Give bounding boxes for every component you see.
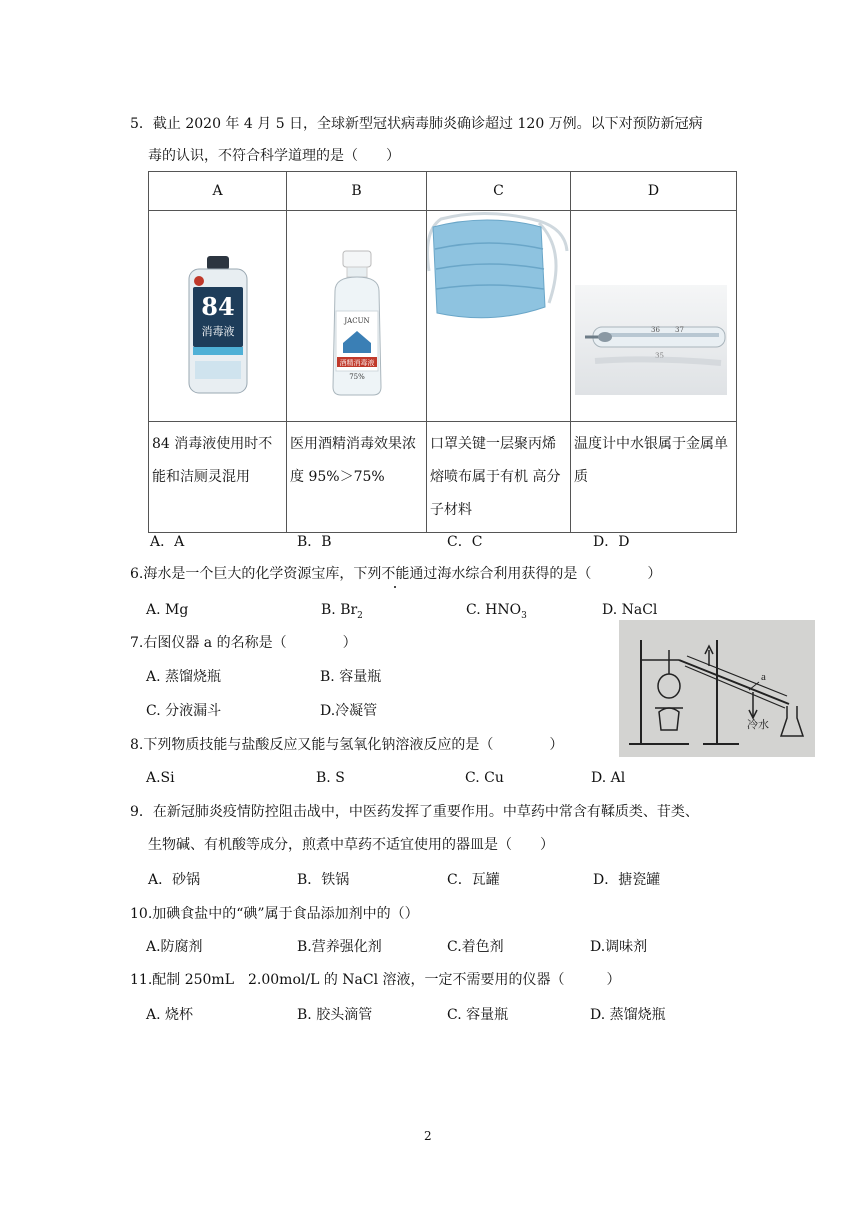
bottle-b-label: 酒精消毒液 bbox=[339, 359, 375, 367]
figure-label-water: 冷水 bbox=[747, 718, 769, 731]
q5-header-b: B bbox=[287, 172, 427, 211]
thermo-mark-37: 37 bbox=[675, 326, 684, 334]
q5-image-a-cell bbox=[149, 211, 287, 422]
q9-option-d[interactable]: D．搪瓷罐 bbox=[593, 872, 661, 888]
q6-stem-pre: 6.海水是一个巨大的化学资源宝库，下列 bbox=[130, 566, 382, 582]
q6-stem-emphasis: 不能 bbox=[381, 566, 410, 582]
q5-image-b-cell bbox=[287, 211, 427, 422]
bottle-b-brand: JACUN bbox=[344, 317, 370, 325]
q6-option-b[interactable] bbox=[321, 600, 363, 626]
q7-option-a[interactable]: A. 蒸馏烧瓶 bbox=[146, 669, 222, 685]
q9-stem-line2: 生物碱、有机酸等成分，煎煮中草药不适宜使用的器皿是（ ） bbox=[148, 837, 554, 853]
q8-option-b[interactable]: B. S bbox=[316, 770, 345, 786]
q10-option-a[interactable]: A.防腐剂 bbox=[146, 939, 203, 955]
bottle-label-text: 消毒液 bbox=[201, 325, 235, 338]
q5-stem-line1: 5．截止 2020 年 4 月 5 日，全球新型冠状病毒肺炎确诊超过 120 万例。以下对预防新冠病 bbox=[130, 116, 703, 132]
q7-option-c[interactable]: C. 分液漏斗 bbox=[146, 703, 222, 719]
q7-stem: 7.右图仪器 a 的名称是（ ） bbox=[130, 635, 357, 651]
q5-image-d-cell bbox=[571, 211, 737, 422]
q5-desc-d: 温度计中水银属于金属单质 bbox=[571, 422, 737, 533]
q6-option-c[interactable] bbox=[466, 600, 527, 626]
q5-image-c-cell bbox=[427, 211, 571, 422]
figure-label-a: a bbox=[761, 671, 766, 683]
page-number: 2 bbox=[424, 1129, 432, 1143]
q10-option-c[interactable]: C.着色剂 bbox=[447, 939, 504, 955]
q7-option-d[interactable]: D.冷凝管 bbox=[320, 703, 378, 719]
q6-stem bbox=[130, 564, 661, 584]
q5-header-a: A bbox=[149, 172, 287, 211]
q6-option-d[interactable]: D. NaCl bbox=[602, 602, 658, 618]
q11-option-d[interactable]: D. 蒸馏烧瓶 bbox=[590, 1007, 666, 1023]
q5-table bbox=[148, 171, 737, 533]
thermometer-image bbox=[571, 211, 736, 417]
q5-header-d: D bbox=[571, 172, 737, 211]
q5-option-a[interactable]: A．A bbox=[150, 534, 185, 550]
q10-option-b[interactable]: B.营养强化剂 bbox=[297, 939, 382, 955]
q5-desc-a: 84 消毒液使用时不能和洁厕灵混用 bbox=[149, 422, 287, 533]
q5-option-d[interactable]: D．D bbox=[593, 534, 630, 550]
q5-desc-c: 口罩关键一层聚丙烯熔喷布属于有机 高分子材料 bbox=[427, 422, 571, 533]
q6-option-c-text: C. HNO bbox=[466, 602, 522, 618]
q5-option-c[interactable]: C．C bbox=[447, 534, 483, 550]
q9-option-c[interactable]: C．瓦罐 bbox=[447, 872, 500, 888]
q6-option-b-text: B. Br bbox=[321, 602, 358, 618]
q11-option-a[interactable]: A. 烧杯 bbox=[146, 1007, 194, 1023]
q5-desc-b: 医用酒精消毒效果浓度 95%＞75% bbox=[287, 422, 427, 533]
q5-stem-line2: 毒的认识，不符合科学道理的是（ ） bbox=[148, 148, 400, 164]
q11-stem: 11.配制 250mL 2.00mol/L 的 NaCl 溶液，一定不需要用的仪器（ ） bbox=[130, 972, 621, 988]
q7-option-b[interactable]: B. 容量瓶 bbox=[320, 669, 382, 685]
q9-option-b[interactable]: B．铁锅 bbox=[297, 872, 350, 888]
q10-stem: 10.加碘食盐中的“碘”属于食品添加剂中的（） bbox=[130, 906, 419, 922]
surgical-mask-image bbox=[427, 211, 570, 417]
q6-option-a[interactable]: A. Mg bbox=[146, 602, 189, 618]
q6-option-b-sub: 2 bbox=[357, 610, 363, 621]
disinfectant-bottle-image bbox=[149, 211, 286, 417]
q8-option-a[interactable]: A.Si bbox=[146, 770, 175, 786]
q5-header-c: C bbox=[427, 172, 571, 211]
q6-stem-post: 通过海水综合利用获得的是（ ） bbox=[409, 566, 662, 582]
thermo-mark-36: 36 bbox=[651, 326, 660, 334]
distillation-apparatus-figure bbox=[619, 620, 815, 757]
distillation-apparatus-icon bbox=[619, 620, 815, 757]
bottle-big-text: 84 bbox=[201, 292, 235, 321]
thermo-mark-35: 35 bbox=[655, 352, 664, 360]
q8-stem: 8.下列物质技能与盐酸反应又能与氢氧化钠溶液反应的是（ ） bbox=[130, 737, 564, 753]
q8-option-c[interactable]: C. Cu bbox=[465, 770, 504, 786]
q6-option-c-sub: 3 bbox=[521, 610, 527, 621]
q9-option-a[interactable]: A．砂锅 bbox=[148, 872, 201, 888]
q11-option-c[interactable]: C. 容量瓶 bbox=[447, 1007, 509, 1023]
bottle-b-small: 75% bbox=[349, 373, 365, 381]
q8-option-d[interactable]: D. Al bbox=[591, 770, 626, 786]
q5-option-b[interactable]: B．B bbox=[297, 534, 332, 550]
alcohol-bottle-image bbox=[287, 211, 426, 417]
q11-option-b[interactable]: B. 胶头滴管 bbox=[297, 1007, 373, 1023]
q9-stem-line1: 9．在新冠肺炎疫情防控阻击战中，中医药发挥了重要作用。中草药中常含有鞣质类、苷类、 bbox=[130, 804, 699, 820]
q10-option-d[interactable]: D.调味剂 bbox=[590, 939, 648, 955]
